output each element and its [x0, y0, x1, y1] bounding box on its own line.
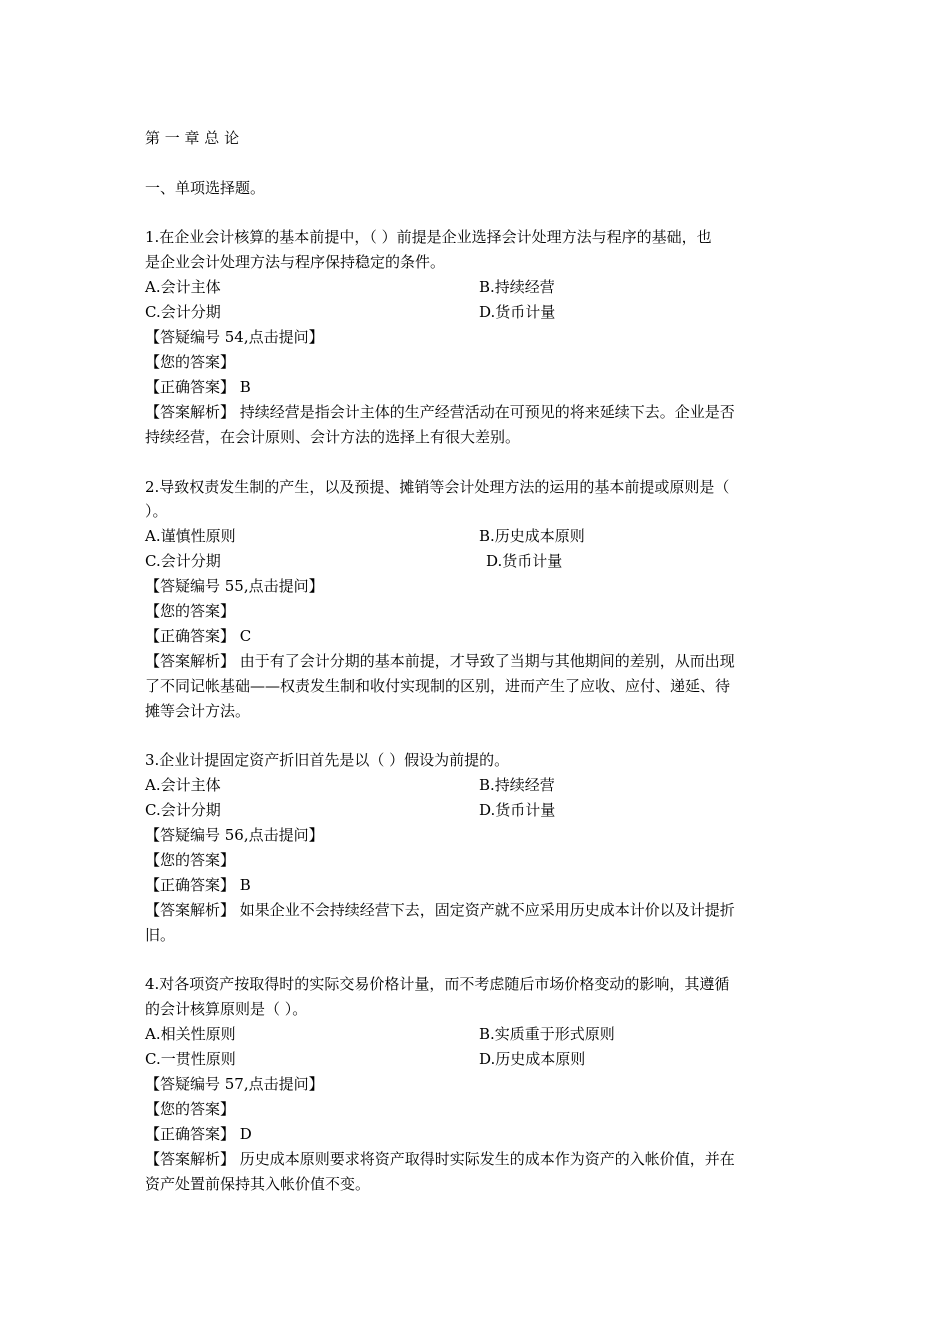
correct-answer: 【正确答案】 D — [145, 1125, 252, 1143]
answer-analysis-line: 持续经营，在会计原则、会计方法的选择上有很大差别。 — [145, 428, 521, 446]
question-stem-line: 1.在企业会计核算的基本前提中，（ ）前提是企业选择会计处理方法与程序的基础，也 — [145, 228, 712, 246]
option-a: A.谨慎性原则 — [145, 527, 236, 545]
section-title: 一、单项选择题。 — [145, 179, 266, 197]
answer-analysis-line: 了不同记帐基础——权责发生制和收付实现制的区别，进而产生了应收、应付、递延、待 — [145, 677, 731, 695]
option-b: B.持续经营 — [479, 278, 555, 296]
option-c: C.一贯性原则 — [145, 1050, 236, 1068]
answer-analysis-line: 资产处置前保持其入帐价值不变。 — [145, 1175, 371, 1193]
question-stem-line: 2.导致权责发生制的产生，以及预提、摊销等会计处理方法的运用的基本前提或原则是（ — [145, 478, 730, 496]
option-b: B.历史成本原则 — [479, 527, 585, 545]
answer-analysis-line: 【答案解析】 如果企业不会持续经营下去，固定资产就不应采用历史成本计价以及计提折 — [145, 901, 735, 919]
option-a: A.会计主体 — [145, 278, 221, 296]
question-stem-line: 的会计核算原则是（ ）。 — [145, 1000, 308, 1018]
option-d: D.货币计量 — [486, 552, 563, 570]
qa-link[interactable]: 【答疑编号 57,点击提问】 — [145, 1075, 324, 1093]
option-c: C.会计分期 — [145, 801, 221, 819]
correct-answer: 【正确答案】 B — [145, 378, 251, 396]
option-b: B.实质重于形式原则 — [479, 1025, 615, 1043]
option-a: A.相关性原则 — [145, 1025, 236, 1043]
option-a: A.会计主体 — [145, 776, 221, 794]
answer-analysis-line: 【答案解析】 历史成本原则要求将资产取得时实际发生的成本作为资产的入帐价值，并在 — [145, 1150, 735, 1168]
question-stem-line: 3.企业计提固定资产折旧首先是以（ ）假设为前提的。 — [145, 751, 510, 769]
answer-analysis-line: 【答案解析】 持续经营是指会计主体的生产经营活动在可预见的将来延续下去。企业是否 — [145, 403, 735, 421]
your-answer: 【您的答案】 — [145, 851, 236, 869]
question-stem-line: 是企业会计处理方法与程序保持稳定的条件。 — [145, 253, 446, 271]
option-d: D.货币计量 — [479, 801, 556, 819]
answer-analysis-line: 旧。 — [145, 926, 176, 944]
option-b: B.持续经营 — [479, 776, 555, 794]
question-stem-line: ）。 — [145, 502, 168, 520]
option-c: C.会计分期 — [145, 303, 221, 321]
question-stem-line: 4.对各项资产按取得时的实际交易价格计量，而不考虑随后市场价格变动的影响，其遵循 — [145, 975, 730, 993]
qa-link[interactable]: 【答疑编号 55,点击提问】 — [145, 577, 324, 595]
option-d: D.货币计量 — [479, 303, 556, 321]
option-d: D.历史成本原则 — [479, 1050, 586, 1068]
answer-analysis-line: 摊等会计方法。 — [145, 702, 251, 720]
option-c: C.会计分期 — [145, 552, 221, 570]
qa-link[interactable]: 【答疑编号 56,点击提问】 — [145, 826, 324, 844]
your-answer: 【您的答案】 — [145, 353, 236, 371]
correct-answer: 【正确答案】 B — [145, 876, 251, 894]
qa-link[interactable]: 【答疑编号 54,点击提问】 — [145, 328, 324, 346]
correct-answer: 【正确答案】 C — [145, 627, 252, 645]
answer-analysis-line: 【答案解析】 由于有了会计分期的基本前提，才导致了当期与其他期间的差别，从而出现 — [145, 652, 735, 670]
your-answer: 【您的答案】 — [145, 1100, 236, 1118]
chapter-title: 第 一 章 总 论 — [145, 129, 240, 147]
your-answer: 【您的答案】 — [145, 602, 236, 620]
